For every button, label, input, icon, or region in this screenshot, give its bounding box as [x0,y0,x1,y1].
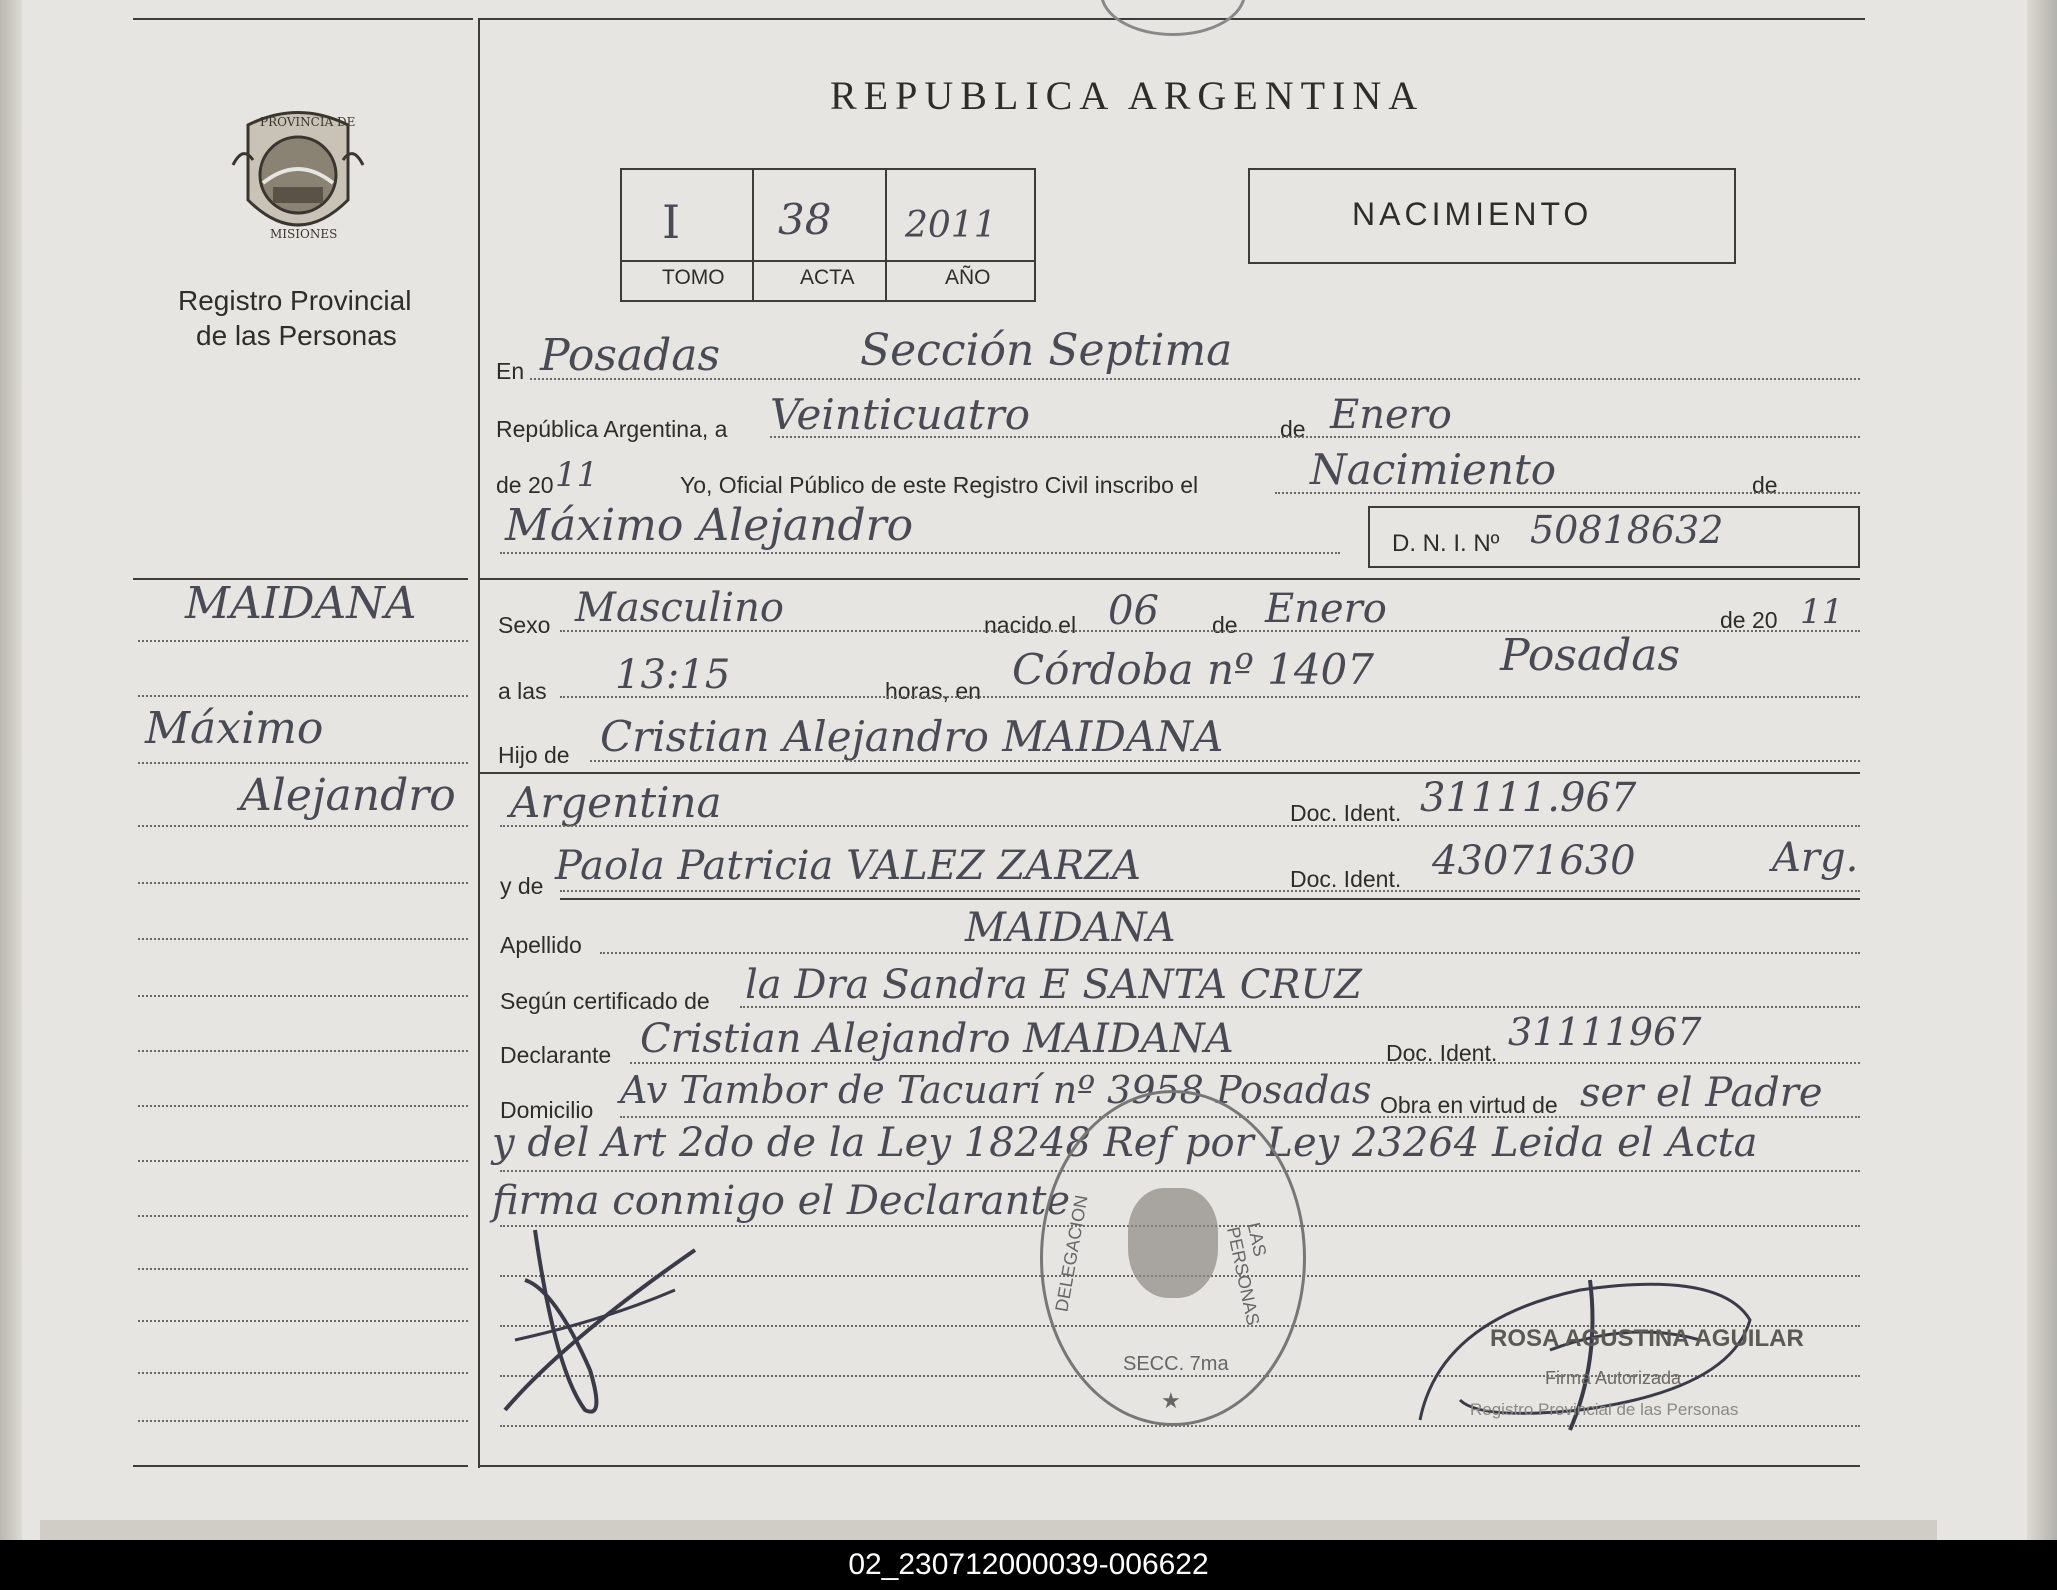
value-line-3: firma conmigo el Declarante [492,1178,1071,1224]
value-section: Sección Septima [860,325,1233,376]
row-dots-republica [770,436,1860,438]
label-yo: Yo, Oficial Público de este Registro Civil inscribo el [680,472,1199,498]
row-dots-apellido [600,952,1860,954]
label-de-month: de [1280,416,1306,442]
left-dots-2 [138,695,468,697]
value-mother: Paola Patricia VALEZ ZARZA [555,843,1141,889]
value-day-words: Veinticuatro [770,390,1030,439]
left-rule-bottom [133,1465,468,1467]
label-obra: Obra en virtud de [1380,1092,1558,1118]
value-father-doc: 31111.967 [1420,775,1637,821]
label-domicilio: Domicilio [500,1097,594,1123]
left-dots-5 [138,882,468,884]
row-dots-alas [560,696,1860,698]
label-de20: de 20 [496,472,554,498]
label-docident-declarant: Doc. Ident. [1386,1040,1498,1066]
value-act-word: Nacimiento [1310,445,1557,494]
emblem-bottom-text: MISIONES [270,227,338,241]
page-bottom-edge [40,1520,1937,1540]
main-rule-2 [480,772,1860,774]
value-mother-doc: 43071630 [1432,838,1636,884]
seal-text-left: DELEGACION [1051,1193,1092,1314]
label-segun: Según certificado de [500,988,710,1014]
row-dots-yo [1275,492,1860,494]
value-birth-place: Córdoba nº 1407 [1012,645,1374,694]
acta-label: ACTA [800,266,855,289]
label-docident-father: Doc. Ident. [1290,800,1402,826]
province-emblem [228,105,368,255]
margin-name-1: Máximo [145,703,324,754]
acta-value: 38 [778,195,832,244]
value-child-name: Máximo Alejandro [505,500,914,551]
label-yde: y de [500,873,544,899]
main-rule-bottom [480,1465,1860,1467]
label-dni: D. N. I. Nº [1392,530,1500,557]
row-dots-segun [740,1006,1860,1008]
left-dots-14 [138,1372,468,1374]
left-dots-10 [138,1160,468,1162]
value-dni: 50818632 [1530,508,1724,552]
label-apellido: Apellido [500,932,582,958]
left-dots-11 [138,1215,468,1217]
declarant-signature [495,1220,715,1430]
seal-text-right: LAS PERSONAS [1223,1220,1271,1328]
column-divider [478,18,480,1468]
office-line-1: Registro Provincial [178,285,412,316]
label-de20-birth: de 20 [1720,607,1778,633]
label-hijo: Hijo de [498,742,570,768]
value-month: Enero [1330,392,1452,438]
tomo-value: I [662,195,681,249]
seal-star-icon: ★ [1161,1388,1181,1413]
country-title: REPUBLICA ARGENTINA [830,73,1425,118]
value-birth-city: Posadas [1500,630,1681,681]
label-de-final: de [1752,472,1778,498]
row-dots-en [530,378,1860,380]
top-rule-left [133,18,473,20]
label-nacido: nacido el [984,612,1077,638]
value-place: Posadas [540,330,721,381]
label-republica: República Argentina, a [496,416,728,442]
row-dots-declarante [630,1062,1860,1064]
label-declarante: Declarante [500,1042,612,1068]
label-alas: a las [498,678,547,704]
value-father-nat: Argentina [510,778,722,827]
left-dots-4 [138,825,468,827]
label-en: En [496,358,525,384]
registry-divider-1 [752,168,754,300]
value-birth-day: 06 [1108,588,1159,634]
value-time: 13:15 [615,652,731,698]
value-birth-month: Enero [1265,586,1387,632]
value-mother-nat: Arg. [1772,835,1859,881]
left-dots-1 [138,640,468,642]
value-address: Av Tambor de Tacuarí nº 3958 Posadas [620,1068,1372,1112]
row-dots-father-doc [500,825,1860,827]
seal-text-bottom: SECC. 7ma [1123,1353,1229,1375]
value-declarant: Cristian Alejandro MAIDANA [640,1016,1234,1062]
page-edge [2027,0,2057,1540]
officer-name: ROSA AGUSTINA AGUILAR [1490,1325,1804,1352]
row-dots-mother [560,890,1860,892]
anio-label: AÑO [945,266,991,289]
page-binding [0,0,22,1540]
left-dots-8 [138,1050,468,1052]
main-rule-3 [560,898,1860,900]
value-father: Cristian Alejandro MAIDANA [600,712,1224,761]
left-dots-13 [138,1320,468,1322]
left-dots-9 [138,1105,468,1107]
image-caption: 02_230712000039-006622 [0,1540,2057,1590]
row-dots-name [500,552,1340,554]
stamp-fragment [1100,0,1246,36]
value-certificate: la Dra Sandra E SANTA CRUZ [745,962,1362,1008]
value-sex: Masculino [575,585,784,631]
value-by-virtue: ser el Padre [1580,1070,1823,1116]
anio-value: 2011 [905,205,997,246]
main-rule-1 [480,578,1860,580]
value-surname: MAIDANA [965,905,1176,951]
value-birth-year: 11 [1800,592,1844,632]
row-dots-hijo [590,760,1860,762]
registry-label-rule [620,260,1034,262]
margin-name-2: Alejandro [240,770,456,821]
officer-office: Registro Provincial de las Personas [1470,1400,1739,1419]
label-horas: horas, en [885,678,981,704]
margin-surname: MAIDANA [185,578,417,629]
left-dots-15 [138,1420,468,1422]
left-dots-12 [138,1268,468,1270]
left-dots-3 [138,762,468,764]
official-seal [1040,1090,1306,1426]
officer-role: Firma Autorizada [1545,1368,1682,1388]
seal-emblem [1128,1188,1218,1298]
tomo-label: TOMO [662,266,725,289]
left-dots-7 [138,995,468,997]
left-dots-6 [138,938,468,940]
emblem-top-text: PROVINCIA DE [260,115,356,129]
value-year-suffix: 11 [555,455,599,495]
value-line-2: y del Art 2do de la Ley 18248 Ref por Ley 23264 Leida el Acta [492,1120,1758,1166]
label-docident-mother: Doc. Ident. [1290,866,1402,892]
label-de-birth: de [1212,612,1238,638]
registry-divider-2 [885,168,887,300]
act-type: NACIMIENTO [1352,196,1593,232]
value-declarant-doc: 31111967 [1508,1010,1702,1054]
label-sexo: Sexo [498,612,551,638]
office-line-2: de las Personas [196,320,397,351]
